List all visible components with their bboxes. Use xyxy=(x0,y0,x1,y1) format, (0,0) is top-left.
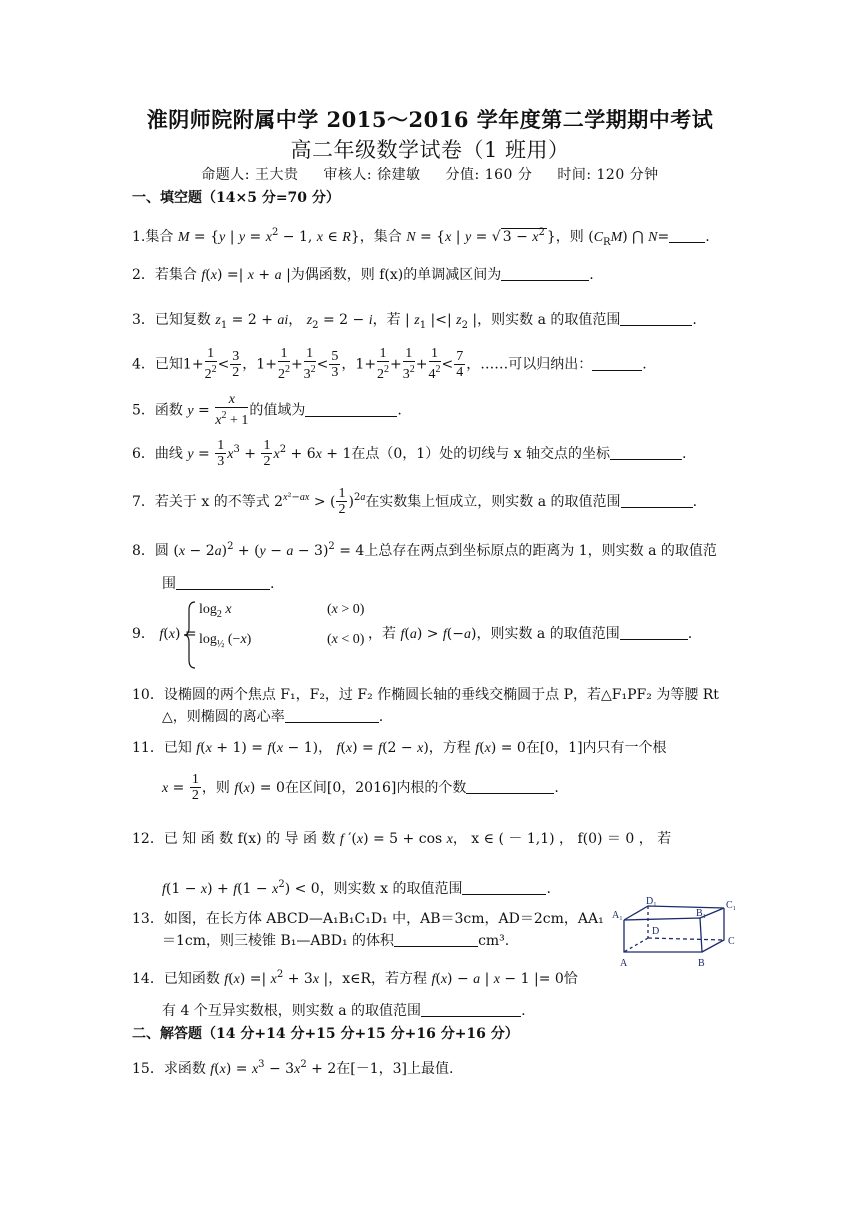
question-11: 11．已知 f(x + 1) = f(x − 1)， f(x) = f(2 − x)，方程 f(x) = 0在[0，1]内只有一个根 xyxy=(132,740,667,756)
answer-blank xyxy=(421,1004,521,1017)
question-14: 14．已知函数 f(x) =| x2 + 3x |，x∈R，若方程 f(x) − a | x − 1 |= 0恰 xyxy=(132,969,578,987)
answer-blank xyxy=(285,710,379,723)
question-10: 10．设椭圆的两个焦点 F₁，F₂，过 F₂ 作椭圆长轴的垂线交椭圆于点 P，若△F₁PF₂ 为等腰 Rt xyxy=(132,687,719,703)
label-b1: B₁ xyxy=(696,908,707,919)
question-12-cont: f(1 − x) + f(1 − x2) < 0，则实数 x 的取值范围 . xyxy=(162,879,551,897)
question-10-cont: △，则椭圆的离心率 . xyxy=(162,709,384,725)
exam-title: 淮阴师院附属中学 2015～2016 学年度第二学期期中考试 xyxy=(146,107,714,132)
exam-subtitle: 高二年级数学试卷（1 班用） xyxy=(290,138,570,162)
question-13: 13．如图，在长方体 ABCD—A₁B₁C₁D₁ 中，AB＝3cm，AD＝2cm，AA₁ xyxy=(132,911,604,927)
question-13-cont: ＝1cm，则三棱锥 B₁—ABD₁ 的体积 cm³. xyxy=(162,933,510,949)
label-c: C xyxy=(728,936,735,947)
author-label: 命题人: 王大贵 xyxy=(201,167,299,183)
question-5: 5．函数 y = $\frac{x}{x2 + 1}$ 的值域为 . xyxy=(132,392,402,428)
cuboid-figure xyxy=(612,894,742,970)
answer-blank xyxy=(669,230,705,243)
label-d: D xyxy=(652,926,660,937)
question-9-tail: ，若 f(a) > f(−a)，则实数 a 的取值范围 . xyxy=(368,626,693,642)
exam-page: 淮阴师院附属中学 2015～2016 学年度第二学期期中考试 高二年级数学试卷（1 班用） 命题人: 王大贵 审核人: 徐建敏 分值: 160 分 时间: 120 分钟 一、填空题（14×5 分=70 分） 1.集合 M = {y | y = x2 − 1, x ∈ R}，集合 N = {x | y = √ 3 − x2 }，则 (CRM) ⋂ N= . 2．若集合 f(x) =| x + a |为偶函数，则 f(x)的单调减区间为 . 3．已知复数 z1 = 2 + ai， z2 = 2 − i，若 | z1 |<| z2 |，则实数 a 的取值范围 . 4．已知1+ $\frac{1}{22}$ < $\frac{3}{2}$ ，1+ $\frac{1}{22}$ + $\frac{1}{32}$ < $\frac{5}{3}$ ，1+ $\frac{1}{22}$ + $\frac{1}{32}$ + $\frac{1}{42}$ < $\frac{7}{4}$ ，……可以归纳出： . 5．函数 y = $\frac{x}{x2 + 1}$ 的值域为 . 6．曲线 y = $\frac{1}{3}$ x3 + $\frac{1}{2}$ x2 + 6x + 1在点（0，1）处的切线与 x 轴交点的坐标 . 7．若关于 x 的不等式 2x²−ax > ( $\frac{1}{2}$ )2a在实数集上恒成立，则实数 a 的取值范围 . 8．圆 (x − 2a)2 + (y − a − 3)2 = 4上总存在两点到坐标原点的距离为 1，则实数 a 的取值范 围 . 9． f(x) = log2 x (x > 0) log½ (−x) (x < 0) ，若 f(a) > f(−a)，则实数 a 的取值范围 . 10．设椭圆的两个焦点 F₁，F₂，过 F₂ 作椭圆长轴的垂线交椭圆于点 P，若△F₁PF₂ 为等腰 Rt △，则椭圆的离心率 . 11．已知 f(x + 1) = f(x − 1)， f(x) = f(2 − x)，方程 f(x) = 0在[0，1]内只有一个根 x = $\frac{1}{2}$ ，则 f(x) = 0在区间[0，2016]内根的个数 . 12．已 知 函 数 f(x) 的 导 函 数 f ′(x) = 5 + cos x， x ∈ ( － 1,1) ， f(0) ＝ 0 ， 若 f(1 − x) + f(1 − x2) < 0，则实数 x 的取值范围 . 13．如图，在长方体 ABCD—A₁B₁C₁D₁ 中，AB＝3cm，AD＝2cm，AA₁ ＝1cm，则三棱锥 B₁—ABD₁ 的体积 cm³. D₁ C₁ A₁ B₁ D C A B 14．已知函数 f(x) =| x2 + 3x |，x∈R，若方程 f(x) − a | x − 1 |= 0恰 有 4 个互异实数根，则实数 a 的取值范围 . 二、解答题（14 分+14 分+15 分+15 分+16 分+16 分） 15．求函数 f(x) = x3 − 3x2 + 2在[－1，3]上最值. xyxy=(0,0,860,1216)
answer-blank xyxy=(610,447,682,460)
brace-icon xyxy=(183,600,197,670)
question-7: 7．若关于 x 的不等式 2x²−ax > ( $\frac{1}{2}$ )2a在实数集上恒成立，则实数 a 的取值范围 . xyxy=(132,486,698,517)
question-2: 2．若集合 f(x) =| x + a |为偶函数，则 f(x)的单调减区间为 . xyxy=(132,267,594,283)
answer-blank xyxy=(466,781,554,794)
answer-blank xyxy=(176,577,270,590)
answer-blank xyxy=(621,495,693,508)
question-9: 9． f(x) = xyxy=(132,626,197,642)
question-3: 3．已知复数 z1 = 2 + ai， z2 = 2 − i，若 | z1 |<| z2 |，则实数 a 的取值范围 . xyxy=(132,312,697,331)
question-4: 4．已知1+ $\frac{1}{22}$ < $\frac{3}{2}$ ，1+ $\frac{1}{22}$ + $\frac{1}{32}$ < $\frac{5}{3}$ ，1+ $\frac{1}{22}$ + $\frac{1}{32}$ + $\frac{1}{42}$ < $\frac{7}{4}$ ，……可以归纳出： . xyxy=(132,346,647,382)
time-label: 时间: 120 分钟 xyxy=(557,167,659,183)
label-d1: D₁ xyxy=(646,896,657,907)
section-fill-heading: 一、填空题（14×5 分=70 分） xyxy=(132,190,340,206)
exam-meta xyxy=(0,164,860,184)
question-8-cont: 围 . xyxy=(162,576,275,592)
label-b: B xyxy=(698,958,705,969)
answer-blank xyxy=(620,627,688,640)
label-c1: C₁ xyxy=(726,900,737,911)
question-12: 12．已 知 函 数 f(x) 的 导 函 数 f ′(x) = 5 + cos x， x ∈ ( － 1,1) ， f(0) ＝ 0 ， 若 xyxy=(132,831,672,847)
label-a1: A₁ xyxy=(612,910,623,921)
answer-blank xyxy=(394,934,478,947)
question-11-cont: x = $\frac{1}{2}$ ，则 f(x) = 0在区间[0，2016]内根的个数 . xyxy=(162,772,559,803)
reviewer-label: 审核人: 徐建敏 xyxy=(323,167,421,183)
answer-blank xyxy=(305,404,397,417)
question-6: 6．曲线 y = $\frac{1}{3}$ x3 + $\frac{1}{2}$ x2 + 6x + 1在点（0，1）处的切线与 x 轴交点的坐标 . xyxy=(132,438,687,469)
label-a: A xyxy=(620,958,628,969)
question-8: 8．圆 (x − 2a)2 + (y − a − 3)2 = 4上总存在两点到坐标原点的距离为 1，则实数 a 的取值范 xyxy=(132,541,717,559)
answer-blank xyxy=(592,358,642,371)
question-14-cont: 有 4 个互异实数根，则实数 a 的取值范围 . xyxy=(162,1003,526,1019)
question-1: 1.集合 M = {y | y = x2 − 1, x ∈ R}，集合 N = {x | y = √ 3 − x2 }，则 (CRM) ⋂ N= . xyxy=(132,227,710,248)
answer-blank xyxy=(462,882,546,895)
question-15: 15．求函数 f(x) = x3 − 3x2 + 2在[－1，3]上最值. xyxy=(132,1059,454,1077)
score-label: 分值: 160 分 xyxy=(445,167,533,183)
section-answer-heading: 二、解答题（14 分+14 分+15 分+15 分+16 分+16 分） xyxy=(132,1026,519,1042)
answer-blank xyxy=(620,313,692,326)
answer-blank xyxy=(501,268,589,281)
